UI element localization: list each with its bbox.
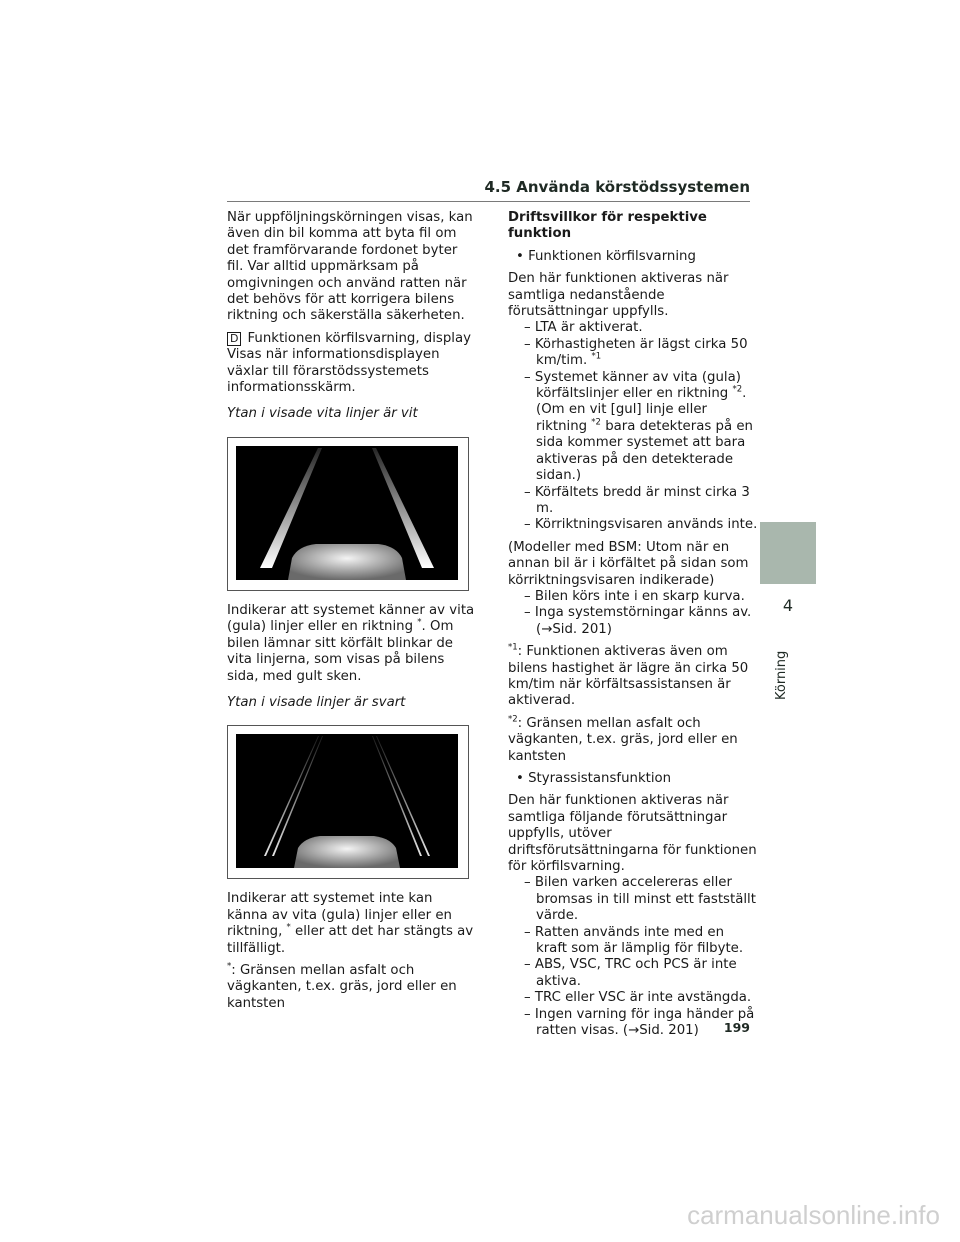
- right-column: [508, 210, 758, 1040]
- watermark: carmanualsonline.info: [687, 1200, 940, 1230]
- left-footnote: *: Gränsen mellan asfalt och vägkanten, t.ex. gräs, jord eller en kantsten: [227, 961, 457, 1011]
- section-title: 4.5 Använda körstödssystemen: [484, 178, 750, 196]
- condition-steering-force: – Ratten används inte med en kraft som är lämplig för filbyte.: [524, 924, 744, 957]
- left-column: [227, 210, 477, 1018]
- black-lines-description: Indikerar att systemet inte kan känna av vita (gula) linjer eller en riktning, * eller att det har stängts av tillfälligt.: [227, 891, 474, 956]
- car-icon: [288, 544, 406, 580]
- right-lane-outline-outer: [376, 736, 430, 856]
- car-icon-2: [294, 836, 400, 868]
- figure-caption-black: Ytan i visade linjer är svart: [227, 694, 406, 710]
- lane-lines-black-graphic: [236, 734, 458, 868]
- bullet-lane-warning: • Funktionen körfilsvarning: [516, 248, 696, 264]
- conditions-heading: Driftsvillkor för respektive funktion: [508, 210, 707, 242]
- figure-caption-white: Ytan i visade vita linjer är vit: [227, 406, 418, 422]
- condition-curve: – Bilen körs inte i en skarp kurva.: [524, 588, 745, 604]
- bullet-steering-assist: • Styrassistansfunktion: [516, 771, 672, 786]
- white-lines-description: Indikerar att systemet känner av vita (gula) linjer eller en riktning *. Om bilen lämnar sitt körfält blinkar de vita linjerna, som visas på bilens sida, med gult sken.: [227, 602, 475, 684]
- condition-lta: – LTA är aktiverat.: [524, 320, 643, 336]
- chapter-tab: [760, 522, 816, 584]
- display-description: Visas när informationsdisplayen växlar till förarstödssystemets informationsskärm.: [227, 347, 440, 396]
- lane-warning-intro: Den här funktionen aktiveras när samtliga nedanstående förutsättningar uppfylls.: [508, 271, 729, 320]
- condition-faults: – Inga systemstörningar känns av. (→Sid. 201): [524, 605, 752, 637]
- bsm-note: (Modeller med BSM: Utom när en annan bil är i körfältet på sidan som körriktningsvisaren indikerade): [508, 539, 749, 588]
- condition-lines: – Systemet känner av vita (gula) körfältslinjer eller en riktning $^{*2}$. (Om en vit [gul] linje eller riktning $^{*2}$ bara detekteras på en sida kommer systemet att bara aktiveras på den detekterade sidan.): [524, 369, 753, 484]
- condition-accel: – Bilen varken accelereras eller bromsas in till minst ett fastställt värde.: [524, 875, 756, 924]
- display-title: Funktionen körfilsvarning, display: [247, 330, 471, 346]
- condition-indicator: – Körriktningsvisaren används inte.: [524, 517, 758, 533]
- chapter-label: Körning: [774, 650, 789, 700]
- d-label-tag: D: [227, 332, 241, 346]
- condition-abs: – ABS, VSC, TRC och PCS är inte aktiva.: [524, 957, 737, 989]
- steering-assist-intro: Den här funktionen aktiveras när samtliga följande förutsättningar uppfylls, utöver driftsförutsättningarna för funktionen för körfilsvarning.: [508, 793, 757, 875]
- lane-display-white-figure: [227, 437, 469, 591]
- condition-width: – Körfältets bredd är minst cirka 3 m.: [524, 484, 750, 516]
- condition-trc: – TRC eller VSC är inte avstängda.: [524, 990, 752, 1006]
- page-number: 199: [723, 1020, 750, 1035]
- left-lane-outline-outer: [264, 736, 319, 856]
- intro-paragraph: När uppföljningskörningen visas, kan även din bil komma att byta fil om det framförvarande fordonet byter fil. Var alltid uppmärksam på omgivningen och använd ratten när det behövs för att korrigera bilens riktning och säkerställa säkerheten.: [227, 210, 473, 324]
- display-screen: [236, 446, 458, 580]
- condition-hands-warning: – Ingen varning för inga händer på ratten visas. (→Sid. 201): [524, 1006, 755, 1039]
- display-screen-2: [236, 734, 458, 868]
- chapter-number: 4: [782, 596, 794, 615]
- display-heading: [227, 331, 477, 347]
- header-divider: [227, 201, 750, 202]
- lane-lines-white-graphic: [236, 446, 458, 580]
- footnote-2: $^{*2}$: Gränsen mellan asfalt och vägkanten, t.ex. gräs, jord eller en kantsten: [508, 714, 738, 764]
- footnote-1: $^{*1}$: Funktionen aktiveras även om bilens hastighet är lägre än cirka 50 km/tim när körfältsassistansen är aktiverad.: [508, 642, 749, 709]
- condition-speed: – Körhastigheten är lägst cirka 50 km/tim. $^{*1}$: [524, 336, 748, 369]
- lane-display-black-figure: [227, 725, 469, 879]
